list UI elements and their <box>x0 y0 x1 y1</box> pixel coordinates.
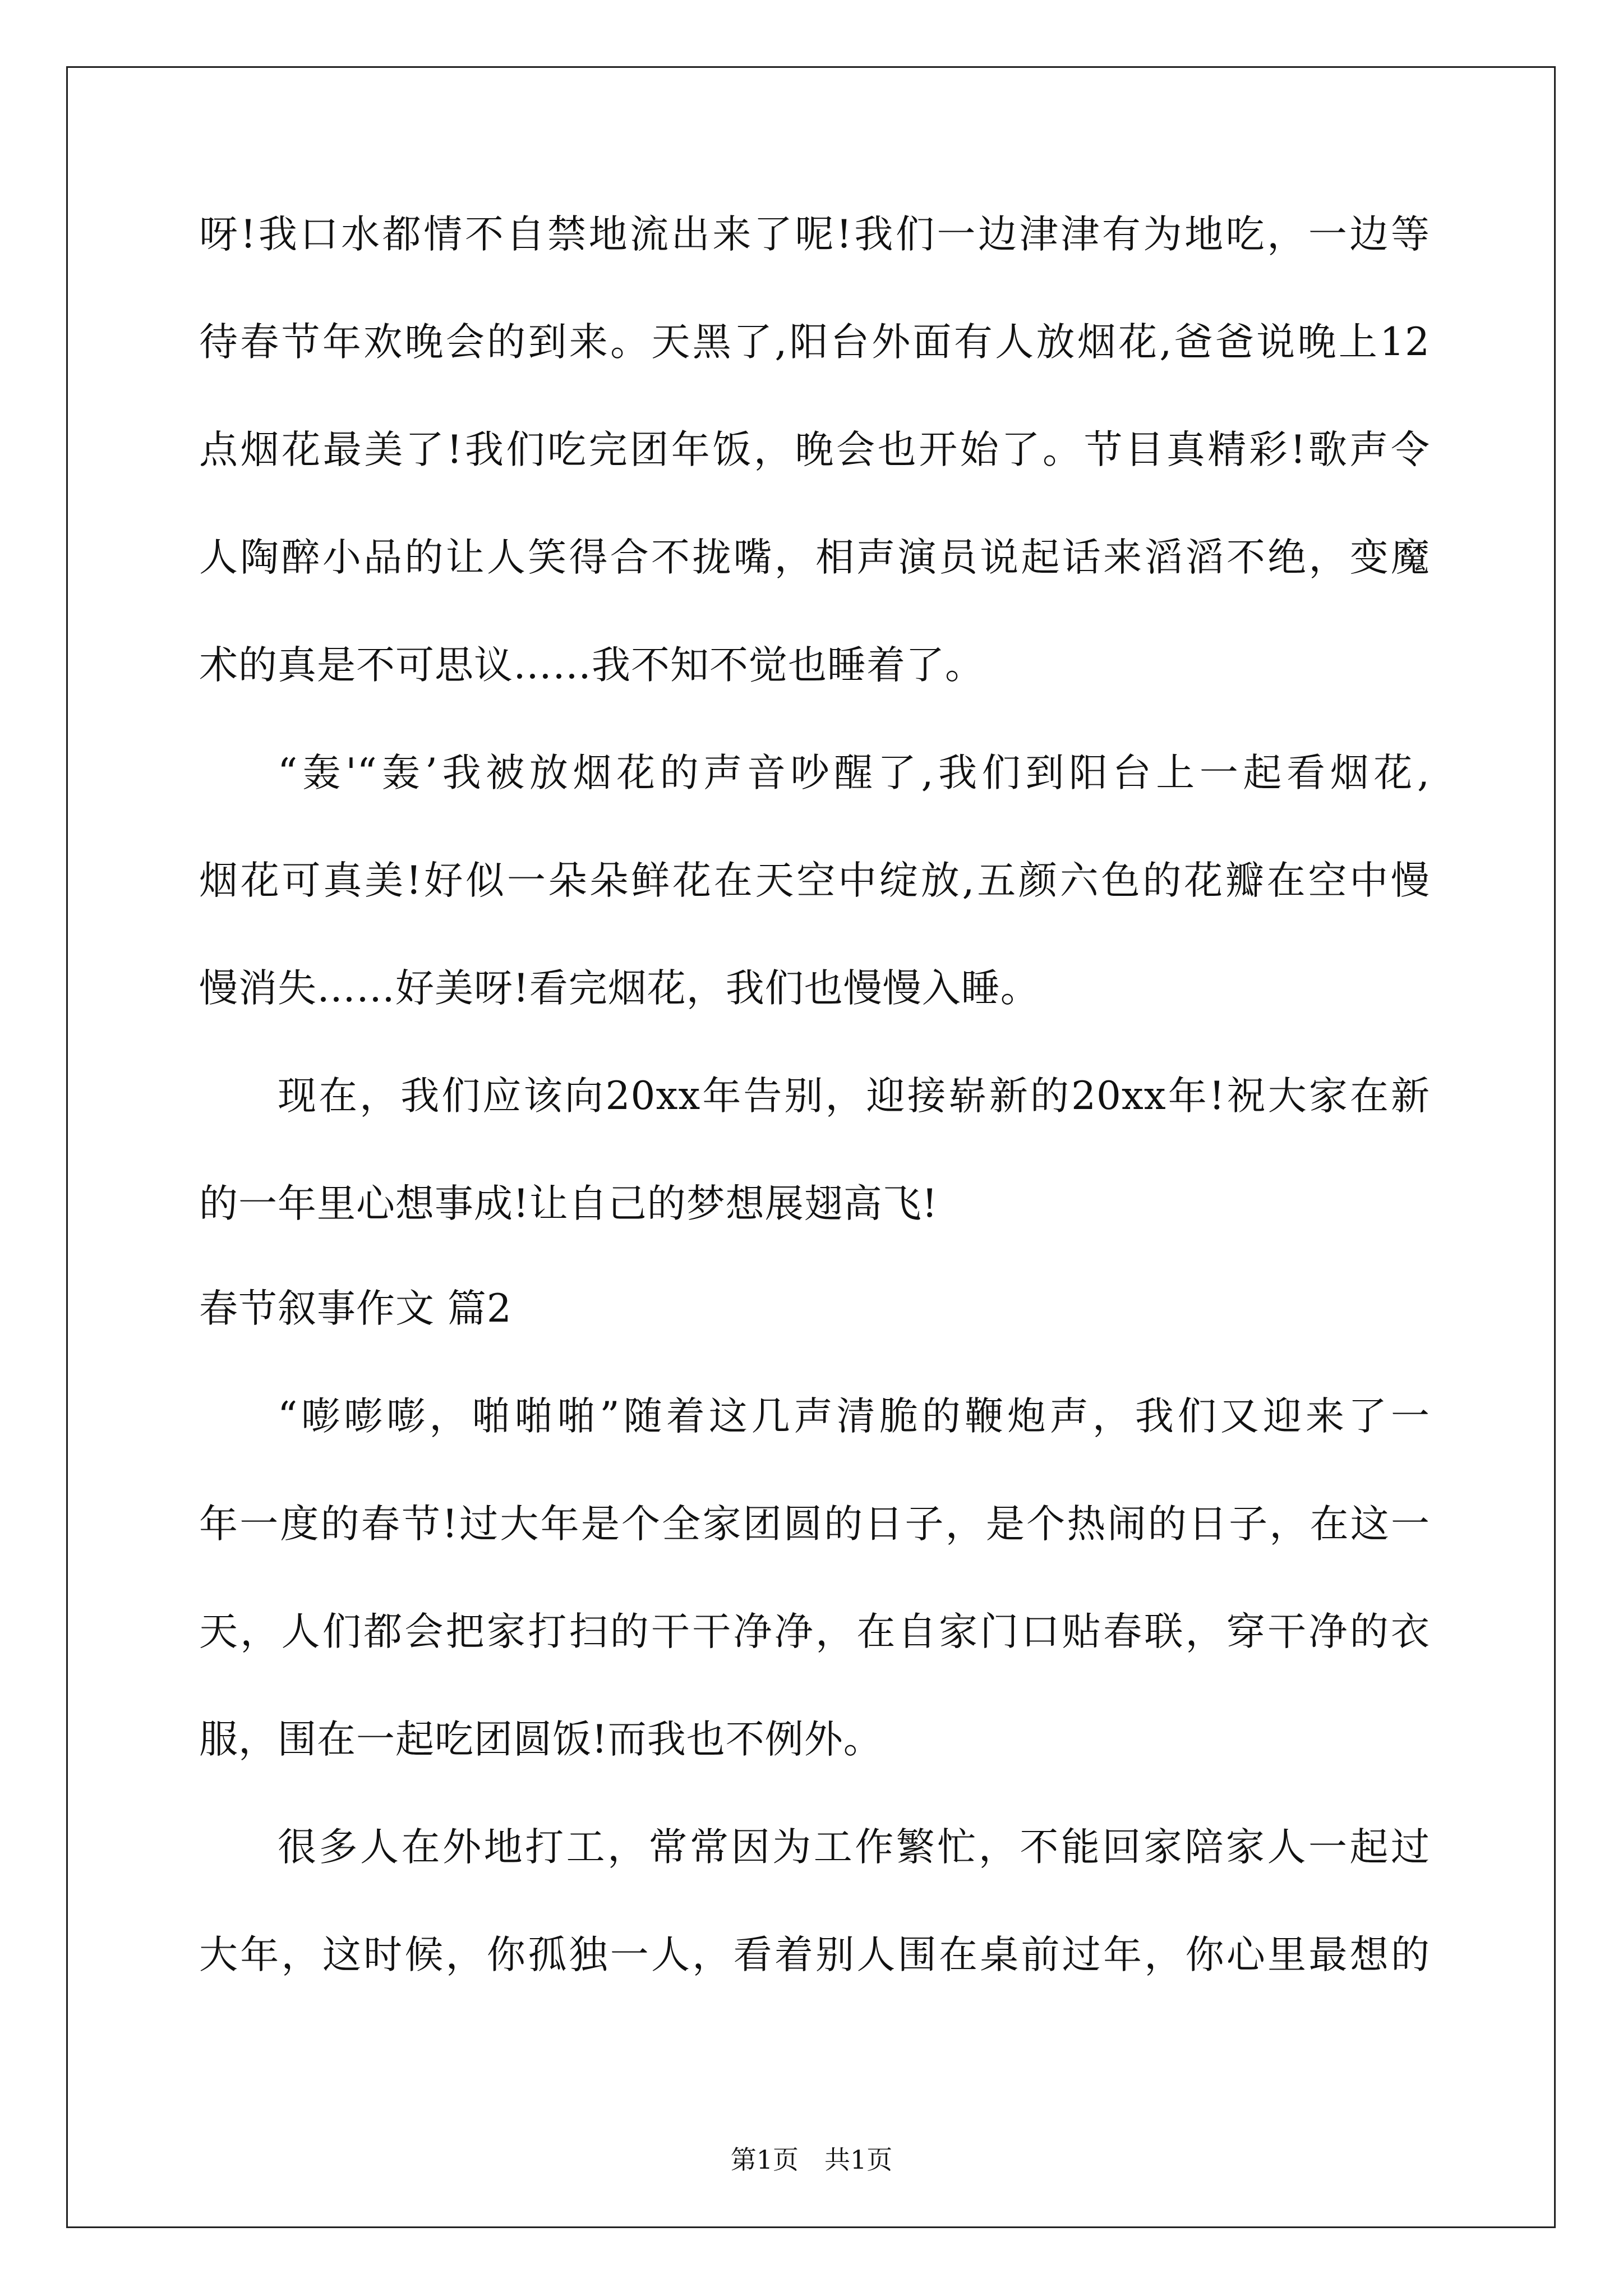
section-heading: 春节叙事作文 篇2 <box>199 1286 512 1331</box>
paragraph-line: 天，人们都会把家打扫的干干净净，在自家门口贴春联，穿干净的衣 <box>199 1609 1430 1654</box>
paragraph-line: 的一年里心想事成!让自己的梦想展翅高飞! <box>199 1181 938 1226</box>
paragraph-line: 慢消失……好美呀!看完烟花，我们也慢慢入睡。 <box>199 966 1040 1011</box>
paragraph-line: “轰'“轰’我被放烟花的声音吵醒了,我们到阳台上一起看烟花, <box>278 751 1430 795</box>
page-number: 第1页 共1页 <box>730 2145 893 2175</box>
page-border <box>66 66 1556 2228</box>
paragraph-line: 很多人在外地打工，常常因为工作繁忙，不能回家陪家人一起过 <box>278 1825 1430 1870</box>
paragraph-line: 烟花可真美!好似一朵朵鲜花在天空中绽放,五颜六色的花瓣在空中慢 <box>199 858 1430 903</box>
paragraph-line: 点烟花最美了!我们吃完团年饭，晚会也开始了。节目真精彩!歌声令 <box>199 427 1430 472</box>
paragraph-line: 年一度的春节!过大年是个全家团圆的日子，是个热闹的日子，在这一 <box>199 1502 1430 1547</box>
paragraph-line: 人陶醉小品的让人笑得合不拢嘴，相声演员说起话来滔滔不绝，变魔 <box>199 535 1430 580</box>
paragraph-line: 现在，我们应该向20xx年告别，迎接崭新的20xx年!祝大家在新 <box>278 1074 1430 1119</box>
paragraph-line: 服，围在一起吃团圆饭!而我也不例外。 <box>199 1717 883 1762</box>
paragraph-line: 呀!我口水都情不自禁地流出来了呢!我们一边津津有为地吃，一边等 <box>199 212 1430 257</box>
paragraph-line: 待春节年欢晚会的到来。天黑了,阳台外面有人放烟花,爸爸说晚上12 <box>199 320 1430 365</box>
paragraph-line: “嘭嘭嘭，啪啪啪”随着这几声清脆的鞭炮声，我们又迎来了一 <box>278 1394 1430 1439</box>
paragraph-line: 术的真是不可思议……我不知不觉也睡着了。 <box>199 643 984 688</box>
paragraph-line: 大年，这时候，你孤独一人，看着别人围在桌前过年，你心里最想的 <box>199 1932 1430 1977</box>
